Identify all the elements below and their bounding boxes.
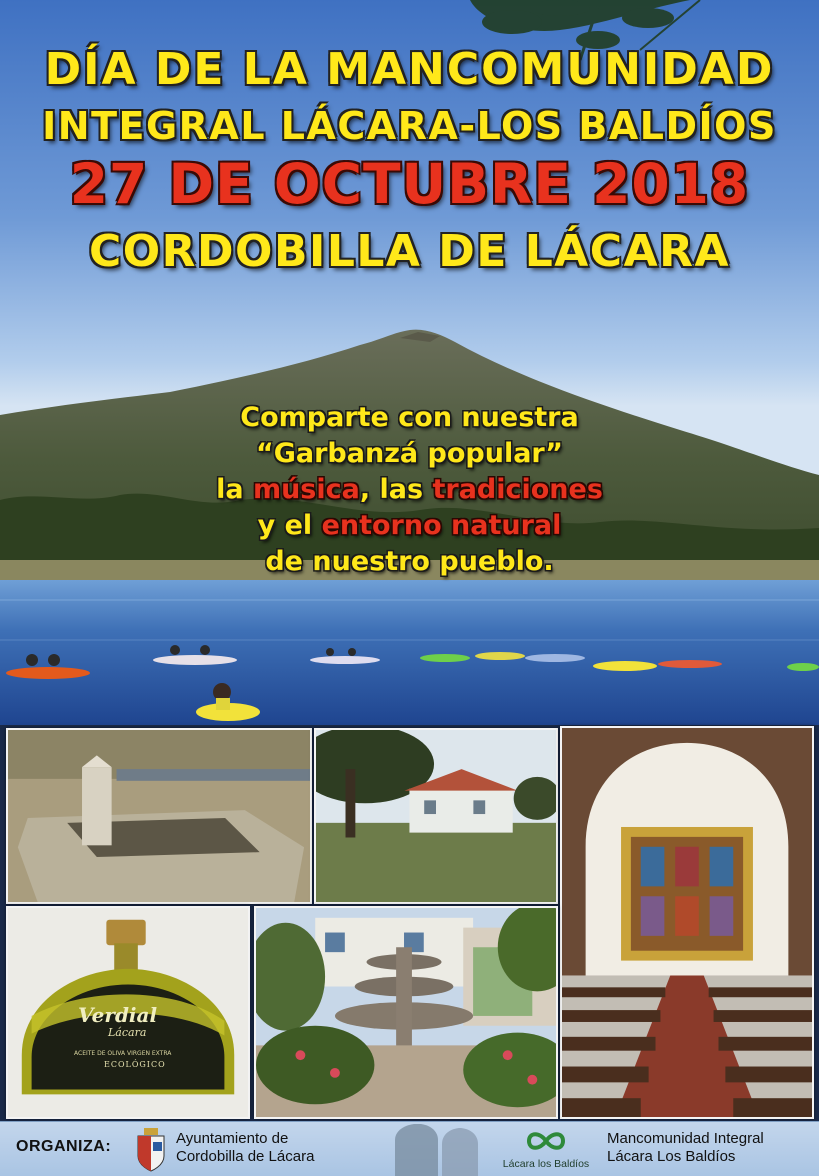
mancomunidad-line-1: Mancomunidad Integral — [607, 1130, 764, 1147]
photo-church-interior — [560, 726, 814, 1119]
event-date: 27 DE OCTUBRE 2018 — [69, 152, 750, 216]
coat-of-arms-icon — [136, 1128, 166, 1172]
mancomunidad-logo — [500, 1126, 592, 1172]
bottle-desc-2: ECOLÓGICO — [104, 1060, 166, 1069]
bottle-desc-1: ACEITE DE OLIVA VIRGEN EXTRA — [74, 1050, 172, 1057]
mancomunidad-logo-text: Lácara los Baldíos — [502, 1158, 590, 1170]
message-line-1: Comparte con nuestra — [240, 402, 579, 433]
message-entorno-natural: entorno natural — [321, 510, 562, 541]
bottle-brand: Verdial — [78, 1003, 158, 1027]
bottles-image — [380, 1120, 490, 1176]
title-line-1: DÍA DE LA MANCOMUNIDAD — [44, 44, 775, 95]
mancomunidad-line-2: Lácara Los Baldíos — [607, 1148, 736, 1165]
event-place: CORDOBILLA DE LÁCARA — [88, 226, 731, 277]
mancomunidad-name — [607, 1130, 764, 1166]
photo-plaza-fountain — [254, 906, 558, 1119]
ayuntamiento-line-2: Cordobilla de Lácara — [176, 1148, 315, 1165]
ayuntamiento-name — [176, 1130, 314, 1166]
message-line-2: “Garbanzá popular” — [255, 438, 563, 469]
bottle-sub: Lácara — [108, 1026, 147, 1039]
title-line-2: INTEGRAL LÁCARA-LOS BALDÍOS — [42, 104, 777, 148]
message-line-3 — [0, 472, 819, 508]
message-musica: música — [252, 474, 360, 505]
ayuntamiento-line-1: Ayuntamiento de — [176, 1130, 289, 1147]
message-line-4 — [0, 508, 819, 544]
message-line-5: de nuestro pueblo. — [265, 546, 554, 577]
photo-stone-trough — [6, 728, 312, 904]
photo-round-hut — [314, 728, 558, 904]
organiza-label: ORGANIZA: — [16, 1138, 112, 1155]
message-line-3c: , las — [359, 474, 433, 505]
photo-olive-oil-bottle — [6, 906, 250, 1119]
message-line-3a: la — [216, 474, 253, 505]
footer-organizers — [0, 1121, 819, 1176]
invitation-message — [0, 400, 819, 580]
message-tradiciones: tradiciones — [432, 474, 603, 505]
message-line-4a: y el — [257, 510, 322, 541]
infinity-logo-icon — [524, 1126, 568, 1156]
